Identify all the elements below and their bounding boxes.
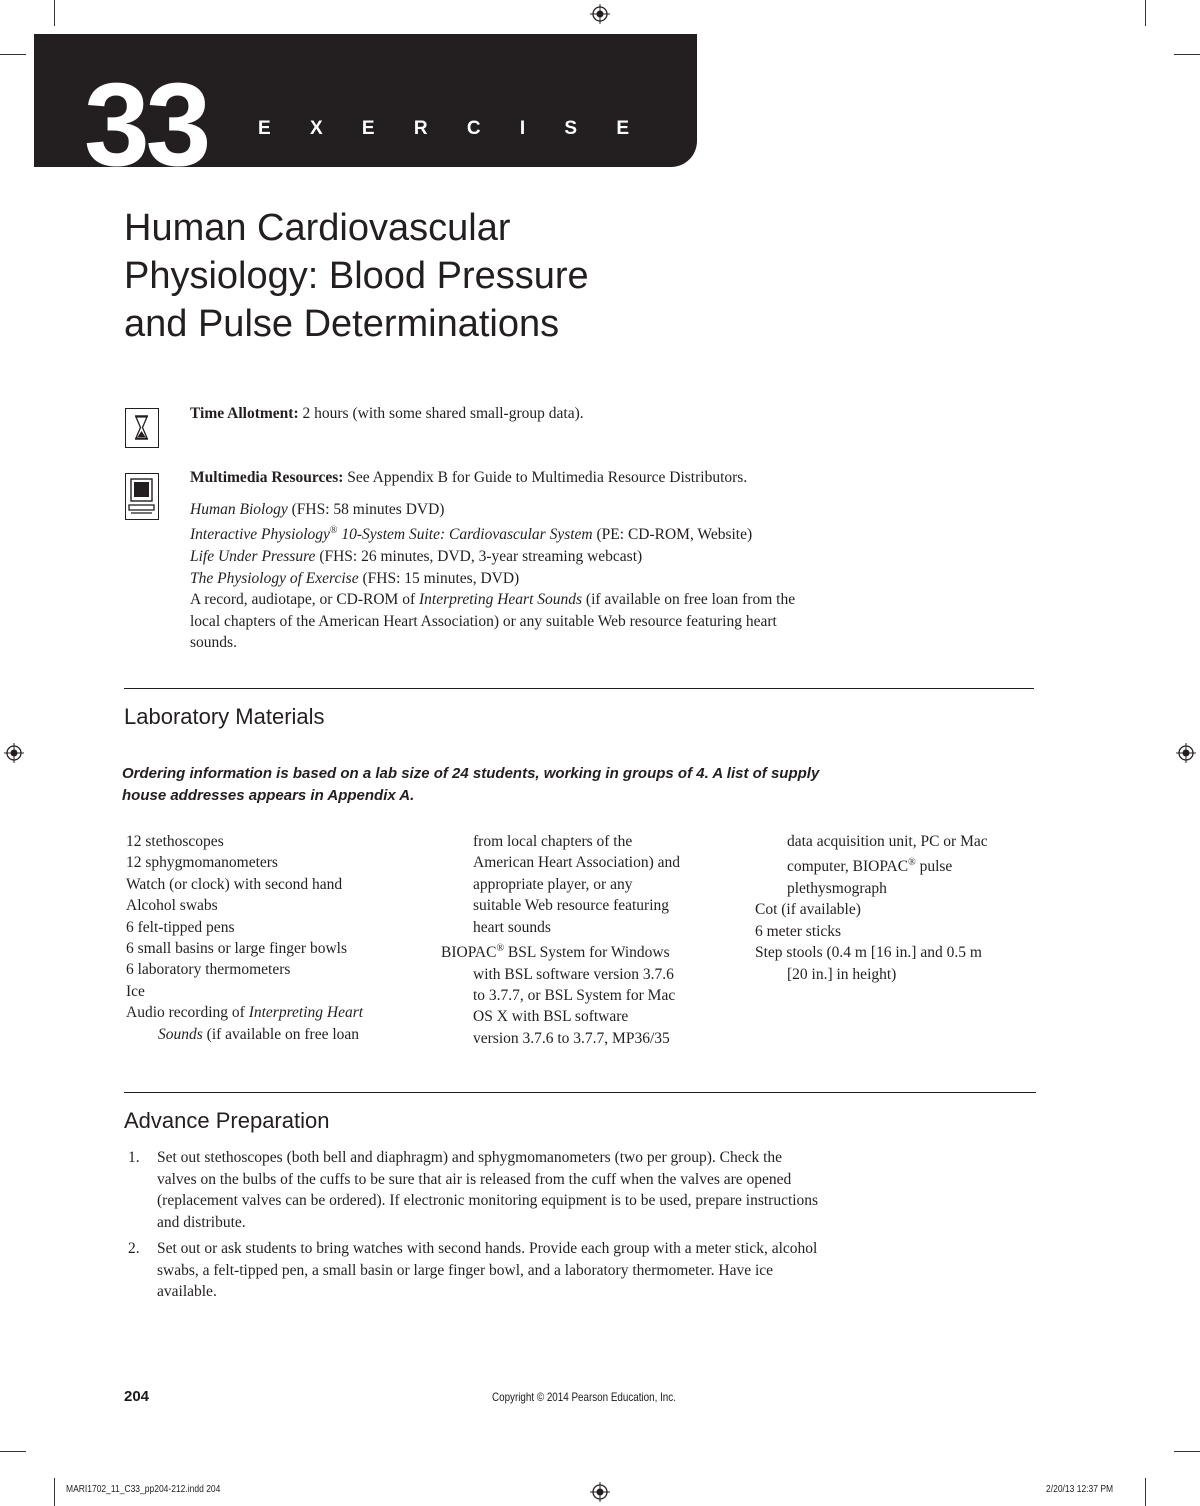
step-line: swabs, a felt-tipped pen, a small basin or large finger bowl, and a laboratory thermometer. Have ice [157, 1261, 774, 1279]
list-item-cont: plethysmograph [787, 879, 887, 897]
crop-mark-bottom-right [1145, 1478, 1146, 1506]
list-item-cont: appropriate player, or any [473, 875, 633, 893]
resource-title: Life Under Pressure [190, 547, 316, 565]
step-line: Set out or ask students to bring watches with second hands. Provide each group with a meter stick, alcohol [157, 1240, 818, 1257]
advance-prep-heading: Advance Preparation [124, 1108, 330, 1133]
registration-mark-icon [1176, 743, 1196, 763]
copyright: Copyright © 2014 Pearson Education, Inc. [492, 1390, 676, 1404]
list-item: Alcohol swabs [126, 897, 218, 915]
list-item [126, 1002, 363, 1023]
resource-title: Human Biology [190, 500, 288, 518]
list-item-cont: suitable Web resource featuring [473, 897, 670, 915]
crop-mark-right-bottom [1174, 1451, 1200, 1452]
crop-mark-left-bottom [0, 1451, 26, 1452]
multimedia-text: See Appendix B for Guide to Multimedia Resource Distributors. [343, 469, 748, 486]
list-item: 6 felt-tipped pens [126, 918, 235, 936]
multimedia-intro [190, 467, 950, 489]
list-item: 6 small basins or large finger bowls [126, 940, 347, 958]
step-number: 2. [128, 1240, 140, 1257]
resource-title: 10-System Suite: Cardiovascular System [337, 526, 593, 544]
list-item: 12 stethoscopes [126, 833, 224, 850]
list-item-text: Audio recording of [126, 1004, 249, 1022]
resource-detail: (PE: CD-ROM, Website) [592, 526, 753, 544]
list-item-cont: OS X with BSL software [473, 1008, 629, 1026]
registered-mark: ® [908, 857, 916, 869]
prep-step [128, 1238, 938, 1303]
resource-item-cont: local chapters of the American Heart Association) or any suitable Web resource featuring heart [190, 612, 777, 630]
list-item-title: Interpreting Heart [248, 1004, 364, 1022]
resource-item [190, 568, 950, 590]
registration-mark-icon [590, 4, 610, 24]
crop-mark-bottom-left [54, 1478, 55, 1506]
list-item [441, 938, 680, 964]
section-rule [124, 1092, 1036, 1093]
list-item-cont: from local chapters of the [473, 833, 633, 850]
list-item-cont: heart sounds [473, 918, 551, 936]
title-line-2: Physiology: Blood Pressure [124, 255, 589, 297]
title-line-1: Human Cardiovascular [124, 207, 511, 249]
materials-column-2 [441, 831, 680, 1049]
registration-mark-icon [4, 743, 24, 763]
list-item: 12 sphygmomanometers [126, 854, 278, 872]
multimedia-label: Multimedia Resources: [190, 469, 344, 486]
resource-detail: (if available on free loan from the [582, 591, 796, 609]
computer-monitor-icon [125, 473, 159, 520]
list-item-cont [755, 852, 988, 878]
resource-item [190, 520, 950, 546]
registered-mark: ® [329, 525, 338, 537]
crop-mark-right-top [1174, 54, 1200, 55]
resource-item-cont: sounds. [190, 634, 237, 652]
list-item: Cot (if available) [755, 901, 861, 919]
step-line: and distribute. [157, 1213, 246, 1231]
list-item: Step stools (0.4 m [16 in.] and 0.5 m [755, 944, 982, 962]
list-item-text: BIOPAC [441, 944, 497, 962]
list-item-cont: American Heart Association) and [473, 854, 681, 872]
list-item-text: (if available on free loan [202, 1025, 360, 1043]
section-rule [124, 688, 1034, 689]
prep-step [128, 1147, 938, 1233]
resource-detail: (FHS: 26 minutes, DVD, 3-year streaming webcast) [315, 547, 643, 565]
list-item-text: BSL System for Windows [504, 944, 670, 962]
list-item: 6 meter sticks [755, 922, 842, 940]
list-item-cont [126, 1024, 363, 1045]
list-item-cont: [20 in.] in height) [787, 965, 897, 983]
resource-title: The Physiology of Exercise [190, 569, 359, 587]
chapter-label: E X E R C I S E [258, 118, 647, 139]
list-item-cont: with BSL software version 3.7.6 [473, 965, 674, 983]
step-line: (replacement valves can be ordered). If electronic monitoring equipment is to be used, prepare instructions [157, 1192, 819, 1210]
step-line: valves on the bulbs of the cuffs to be sure that air is released from the cuff when the valves are opened [157, 1170, 792, 1188]
date-slug: 2/20/13 12:37 PM [1046, 1484, 1114, 1495]
resource-title: Interpreting Heart Sounds [419, 591, 583, 609]
list-item-cont: data acquisition unit, PC or Mac [787, 833, 988, 850]
resource-detail: (FHS: 15 minutes, DVD) [358, 569, 520, 587]
crop-mark-left-top [0, 54, 26, 55]
lab-materials-heading: Laboratory Materials [124, 704, 325, 729]
list-item-cont: to 3.7.7, or BSL System for Mac [473, 987, 676, 1004]
resource-item [190, 499, 950, 521]
step-number: 1. [128, 1149, 140, 1166]
page-number: 204 [124, 1388, 150, 1405]
time-allotment-label: Time Allotment: [190, 405, 299, 422]
multimedia-resources [190, 467, 950, 654]
file-slug: MARI1702_11_C33_pp204-212.indd 204 [66, 1484, 221, 1495]
resource-detail: A record, audiotape, or CD-ROM of [190, 591, 420, 609]
crop-mark-top-right [1145, 0, 1146, 26]
resource-title: Interactive Physiology [190, 526, 330, 544]
step-line: Set out stethoscopes (both bell and diaphragm) and sphygmomanometers (two per group). Check the [157, 1149, 783, 1166]
list-item-title: Sounds [158, 1025, 203, 1043]
title-line-3: and Pulse Determinations [124, 303, 560, 345]
list-item-text: pulse [915, 858, 953, 876]
time-allotment [190, 403, 584, 425]
list-item: Watch (or clock) with second hand [126, 875, 343, 893]
hourglass-icon [125, 408, 159, 448]
step-line: available. [157, 1283, 217, 1301]
ordering-line: house addresses appears in Appendix A. [122, 786, 415, 804]
chapter-number: 33 [84, 59, 208, 191]
resource-detail: (FHS: 58 minutes DVD) [287, 500, 445, 518]
materials-column-3 [755, 831, 988, 985]
page-title [124, 204, 744, 348]
list-item: 6 laboratory thermometers [126, 961, 291, 979]
registered-mark: ® [496, 943, 505, 955]
list-item-cont: version 3.7.6 to 3.7.7, MP36/35 [473, 1029, 670, 1047]
list-item: Ice [126, 982, 145, 1000]
materials-column-1 [126, 831, 363, 1045]
ordering-line: Ordering information is based on a lab size of 24 students, working in groups of 4. A list of supply [122, 765, 820, 782]
time-allotment-text: 2 hours (with some shared small-group data). [298, 405, 584, 422]
resource-item [190, 589, 950, 611]
crop-mark-top-left [54, 0, 55, 26]
resource-item [190, 546, 950, 568]
ordering-info [122, 763, 922, 806]
list-item-text: computer, BIOPAC [787, 858, 909, 876]
registration-mark-icon [590, 1482, 610, 1502]
